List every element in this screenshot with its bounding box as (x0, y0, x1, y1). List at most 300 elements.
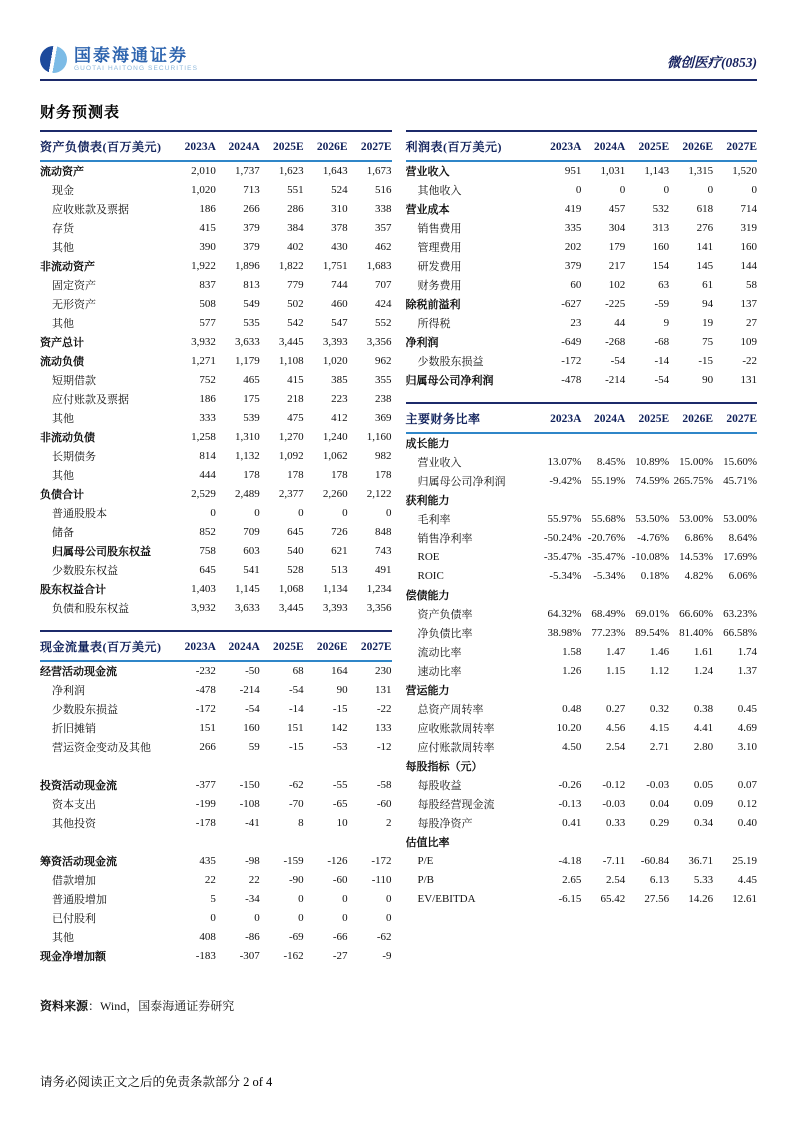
cell-value: 60 (570, 278, 582, 291)
cell-value: 160 (740, 240, 757, 253)
year-header: 2025E (273, 640, 304, 653)
row-label: 借款增加 (52, 874, 96, 887)
table-row (406, 161, 758, 180)
year-header: 2026E (316, 640, 348, 653)
row-label: 速动比率 (417, 665, 462, 678)
cell-value (538, 490, 582, 509)
cell-value: 19 (702, 316, 714, 329)
year-header: 2023A (550, 140, 582, 153)
table-row (40, 446, 392, 465)
cell-value: 424 (375, 297, 392, 310)
cell-value: -62 (376, 930, 392, 943)
table-row (406, 832, 758, 851)
cell-value (669, 585, 713, 604)
row-label: 营运资金变动及其他 (52, 741, 151, 754)
cell-value: -15 (698, 354, 714, 367)
cell-value: 3,633 (235, 335, 260, 348)
cell-value: 4.50 (562, 740, 582, 753)
cell-value: 714 (740, 202, 757, 215)
cell-value: 151 (287, 721, 304, 734)
row-label: 非流动资产 (40, 260, 95, 273)
cell-value: 0 (298, 506, 304, 519)
brand-name-en: GUOTAI HAITONG SECURITIES (74, 65, 199, 73)
cell-value: 0.38 (693, 702, 714, 715)
income-statement-table (406, 130, 758, 389)
cell-value: 319 (740, 221, 757, 234)
cell-value: 369 (375, 411, 392, 424)
row-label: 营业收入 (405, 166, 450, 178)
spacer-row (40, 756, 392, 775)
cell-value: 2.71 (649, 740, 670, 753)
cell-value: 202 (564, 240, 582, 253)
cell-value: 1.24 (693, 664, 714, 677)
cell-value: 1.74 (737, 645, 757, 658)
year-header: 2027E (360, 140, 392, 153)
cell-value (669, 433, 713, 452)
cell-value: -35.47% (543, 550, 582, 563)
row-label: 短期借款 (52, 374, 96, 387)
cell-value: 164 (331, 665, 348, 677)
cell-value: -172 (371, 854, 392, 867)
cell-value: 5.33 (693, 873, 714, 886)
cell-value: 27.56 (644, 892, 670, 905)
cell-value (581, 433, 625, 452)
row-label: 非流动负债 (40, 431, 95, 444)
balance-sheet-table (40, 130, 392, 617)
cell-value: -159 (283, 854, 304, 867)
cell-value: 2,489 (235, 487, 260, 500)
table-row (40, 275, 392, 294)
row-label: 营业收入 (417, 456, 462, 469)
table-row (406, 433, 758, 452)
table-row (406, 547, 758, 566)
year-header: 2024A (593, 140, 626, 153)
cell-value: 8.45% (596, 455, 626, 468)
cell-value: 813 (243, 278, 260, 291)
table-row (406, 237, 758, 256)
cell-value: 0.48 (562, 702, 582, 715)
cell-value: 0 (342, 911, 348, 924)
cell-value: 53.00% (679, 512, 714, 525)
cell-value: -34 (245, 892, 260, 905)
cell-value: -172 (561, 354, 582, 367)
cell-value: 379 (243, 240, 260, 253)
cell-value: 4.41 (693, 721, 714, 734)
cell-value: 68 (292, 665, 304, 677)
cell-value: 379 (564, 259, 582, 272)
cell-value: 75 (702, 335, 714, 348)
cell-value: 385 (331, 373, 348, 386)
table-row (40, 408, 392, 427)
table-row (40, 775, 392, 794)
table-row (406, 870, 758, 889)
cell-value: 160 (243, 721, 260, 734)
table-row (40, 313, 392, 332)
cell-value: -178 (195, 816, 216, 829)
table-row (406, 218, 758, 237)
year-header: 2023A (184, 640, 216, 653)
row-label: 固定资产 (52, 279, 96, 292)
cell-value: -54 (654, 373, 670, 386)
row-label: 现金 (52, 184, 74, 197)
table-row (406, 642, 758, 661)
cell-value: 0 (575, 183, 582, 196)
cell-value: -35.47% (587, 550, 626, 563)
row-label: 归属母公司股东权益 (52, 545, 151, 558)
table-row (40, 427, 392, 446)
table-row (40, 294, 392, 313)
cell-value: 524 (331, 183, 348, 196)
cell-value: 1.15 (606, 664, 626, 677)
cell-value: -0.13 (558, 797, 582, 810)
brand-name-cn: 国泰海通证券 (74, 45, 188, 65)
cell-value: 402 (287, 240, 304, 253)
cell-value: 14.53% (679, 550, 714, 563)
table-title: 现金流量表(百万美元) (40, 640, 162, 654)
cell-value: -86 (245, 930, 260, 943)
cell-value: 0 (210, 506, 216, 519)
cell-value: 175 (243, 392, 260, 405)
cell-value: 384 (287, 221, 304, 234)
brand-logo-icon (40, 46, 67, 73)
cell-value: 2,122 (366, 487, 392, 500)
cell-value: -60.84 (640, 854, 670, 867)
table-row (406, 889, 758, 908)
cell-value: 0 (298, 892, 304, 905)
table-row (40, 908, 392, 927)
cell-value: -10.08% (631, 550, 670, 563)
table-row (406, 661, 758, 680)
row-label: 净利润 (405, 336, 439, 349)
row-label: 负债合计 (40, 488, 84, 501)
cell-value: 709 (243, 525, 260, 538)
cell-value: -98 (245, 854, 260, 867)
cell-value: 1,134 (322, 582, 348, 595)
row-label: 资本支出 (52, 798, 96, 811)
cell-value: 0.33 (606, 816, 626, 829)
cell-value: 2 (386, 816, 392, 829)
cell-value: 1.61 (693, 645, 714, 658)
header-rule (40, 79, 757, 81)
row-label: 现金净增加额 (40, 950, 106, 963)
cell-value: 408 (199, 930, 216, 943)
row-label: 长期债务 (52, 450, 96, 463)
table-row (406, 370, 758, 389)
cell-value: 1,822 (278, 259, 304, 272)
table-header-row (40, 131, 392, 161)
cell-value: -307 (239, 949, 260, 962)
cell-value: 178 (243, 468, 260, 481)
cell-value: 17.69% (723, 550, 757, 563)
row-label: 成长能力 (405, 438, 450, 450)
cell-value: 532 (652, 202, 670, 215)
table-title: 利润表(百万美元) (405, 140, 502, 154)
cell-value: 962 (375, 354, 392, 367)
table-row (406, 452, 758, 471)
year-header: 2023A (550, 412, 582, 425)
row-label: 折旧摊销 (52, 722, 96, 735)
cell-value: 516 (375, 183, 392, 196)
cell-value: 1.46 (649, 645, 670, 658)
cell-value: 3,633 (235, 601, 260, 614)
row-label: 存货 (52, 222, 74, 235)
row-label: 少数股东损益 (417, 355, 484, 368)
cell-value: 1,160 (366, 430, 392, 443)
row-label: 营运能力 (405, 684, 450, 697)
table-row (40, 484, 392, 503)
cell-value: 13.07% (547, 455, 582, 468)
table-row (406, 851, 758, 870)
cell-value: -225 (605, 297, 626, 310)
cell-value (538, 585, 582, 604)
cell-value (713, 490, 757, 509)
table-row (406, 180, 758, 199)
cell-value: -68 (654, 335, 670, 348)
cell-value: 77.23% (591, 626, 626, 639)
row-label: 销售净利率 (417, 532, 473, 545)
cell-value: 2.54 (606, 873, 626, 886)
cell-value: 0.34 (693, 816, 714, 829)
cell-value: 58 (746, 278, 757, 291)
cell-value (669, 490, 713, 509)
financial-ratios-table (406, 402, 758, 908)
source-note (40, 997, 392, 1014)
cell-value: 535 (243, 316, 260, 329)
cell-value: 2,010 (191, 165, 216, 177)
table-row (406, 332, 758, 351)
cell-value: 1,270 (278, 430, 304, 443)
table-row (40, 332, 392, 351)
cell-value: -60 (376, 797, 392, 810)
cell-value: 266 (243, 202, 260, 215)
cell-value: -69 (289, 930, 304, 943)
cell-value: 94 (702, 297, 714, 310)
row-label: 应收账款周转率 (417, 722, 495, 735)
cell-value: 1.58 (562, 645, 582, 658)
cell-value: 1,922 (191, 259, 216, 272)
row-label: 流动资产 (40, 166, 84, 178)
cell-value: 238 (375, 392, 392, 405)
row-label: 归属母公司净利润 (405, 374, 494, 387)
year-header: 2027E (726, 412, 757, 425)
cell-value: 68.49% (591, 607, 626, 620)
cell-value: 141 (696, 240, 714, 253)
cell-value: 151 (199, 721, 216, 734)
cell-value (713, 680, 757, 699)
cell-value: 2,260 (322, 487, 348, 500)
row-label: 偿债能力 (405, 589, 450, 602)
row-label: 无形资产 (52, 298, 96, 311)
cell-value: 338 (375, 202, 392, 215)
cell-value: 4.69 (737, 721, 757, 734)
cell-value (625, 756, 669, 775)
cell-value: 3.10 (737, 740, 757, 753)
spacer-cell (40, 832, 392, 851)
cell-value: -649 (561, 335, 582, 348)
cell-value: 552 (375, 316, 392, 329)
cell-value: 5 (210, 892, 216, 905)
cell-value (625, 490, 669, 509)
cell-value: 131 (375, 683, 392, 696)
cell-value: 0.32 (649, 702, 670, 715)
cell-value: 618 (696, 202, 714, 215)
cell-value: 1,143 (644, 165, 670, 177)
year-header: 2024A (593, 412, 626, 425)
row-label: P/B (417, 873, 435, 886)
table-row (40, 161, 392, 180)
row-label: 普通股增加 (52, 893, 107, 906)
cell-value: 44 (614, 316, 626, 329)
table-row (40, 927, 392, 946)
cell-value: 63.23% (723, 607, 757, 620)
cell-value: 12.61 (732, 892, 757, 905)
cell-value: 2,529 (191, 487, 216, 500)
cell-value: 1,062 (322, 449, 348, 462)
cell-value: 645 (199, 563, 216, 576)
cell-value: 645 (287, 525, 304, 538)
cell-value: 1,896 (235, 259, 260, 272)
table-row (406, 528, 758, 547)
cell-value: -172 (195, 702, 216, 715)
cell-value: 547 (331, 316, 348, 329)
cell-value: 15.00% (679, 455, 714, 468)
table-row (406, 199, 758, 218)
cell-value: 577 (199, 316, 216, 329)
cell-value: 1,310 (235, 430, 260, 443)
cell-value: 542 (287, 316, 304, 329)
cell-value: 265.75% (673, 474, 714, 487)
cell-value: 38.98% (547, 626, 582, 639)
cell-value: 186 (199, 392, 216, 405)
table-header-row (40, 631, 392, 661)
cell-value: 3,445 (278, 601, 304, 614)
row-label: 资产总计 (40, 336, 84, 349)
cell-value: -65 (332, 797, 348, 810)
cell-value: 0 (663, 183, 670, 196)
cell-value: -41 (245, 816, 260, 829)
cell-value: -60 (332, 873, 348, 886)
cell-value: 707 (375, 278, 392, 291)
cell-value: 89.54% (635, 626, 670, 639)
cell-value: -9.42% (549, 474, 582, 487)
spacer-row (40, 832, 392, 851)
cell-value: 4.15 (649, 721, 670, 734)
year-header: 2026E (316, 140, 348, 153)
table-header-row (406, 131, 758, 161)
cell-value: 109 (740, 335, 757, 348)
table-row (406, 756, 758, 775)
cell-value: 1,240 (322, 430, 348, 443)
stock-label: 微创医疗(0853) (667, 55, 757, 70)
cell-value: 0 (254, 506, 260, 519)
cell-value (713, 433, 757, 452)
cell-value: -0.03 (646, 778, 670, 791)
row-label: 少数股东损益 (52, 703, 118, 716)
row-label: 已付股利 (52, 912, 96, 925)
table-row (40, 199, 392, 218)
cell-value: 102 (608, 278, 626, 291)
cell-value: 25.19 (732, 854, 757, 867)
cell-value: 549 (243, 297, 260, 310)
table-row (40, 661, 392, 680)
cell-value: 1,258 (191, 430, 216, 443)
row-label: 净利润 (52, 684, 85, 697)
row-label: 所得税 (417, 317, 451, 330)
cell-value: 4.82% (684, 569, 714, 582)
cell-value: 0.09 (693, 797, 714, 810)
cell-value: 266 (199, 740, 216, 753)
cell-value: -53 (332, 740, 348, 753)
cell-value: 55.19% (591, 474, 626, 487)
cell-value: 1,068 (278, 582, 304, 595)
table-row (406, 313, 758, 332)
table-row (406, 585, 758, 604)
cell-value: 8.64% (728, 531, 757, 544)
table-row (406, 680, 758, 699)
cell-value: 603 (243, 544, 260, 557)
row-label: 流动比率 (417, 646, 462, 659)
cell-value: -126 (327, 854, 348, 867)
cell-value: 1,179 (235, 354, 260, 367)
row-label: 应付账款及票据 (52, 393, 129, 406)
cell-value (713, 832, 757, 851)
row-label: 应收账款及票据 (52, 203, 129, 216)
cell-value: -55 (332, 778, 348, 791)
row-label: 管理费用 (417, 241, 462, 254)
cell-value: -90 (289, 873, 304, 886)
cell-value: 1,234 (366, 582, 392, 595)
cell-value: 3,356 (366, 601, 392, 614)
row-label: 每股收益 (417, 779, 462, 792)
cell-value: 133 (375, 721, 392, 734)
cell-value: 0 (210, 911, 216, 924)
year-header: 2026E (682, 140, 714, 153)
cell-value: 23 (570, 316, 582, 329)
cell-value (669, 832, 713, 851)
cell-value: 814 (199, 449, 216, 462)
cell-value: 621 (331, 544, 348, 557)
cell-value: 223 (331, 392, 348, 405)
table-header-row (406, 403, 758, 433)
table-row (40, 598, 392, 617)
cell-value (538, 832, 582, 851)
row-label: 经营活动现金流 (40, 666, 117, 678)
cell-value: 55.68% (591, 512, 626, 525)
table-row (40, 946, 392, 965)
table-columns (40, 130, 757, 1014)
cell-value: 1,315 (688, 165, 714, 177)
cell-value: 0 (386, 892, 392, 905)
cell-value: 144 (740, 259, 757, 272)
cell-value: -6.15 (558, 892, 582, 905)
cell-value: -7.11 (602, 854, 626, 867)
source-text: ：Wind，国泰海通证券研究 (88, 999, 235, 1013)
page-header (40, 46, 757, 73)
cell-value: 22 (248, 873, 260, 886)
cell-value: 22 (204, 873, 216, 886)
year-header: 2024A (228, 140, 260, 153)
cell-value: 81.40% (679, 626, 714, 639)
cell-value: 59 (248, 740, 260, 753)
cell-value (669, 680, 713, 699)
cell-value: 390 (199, 240, 216, 253)
cell-value: 335 (564, 221, 582, 234)
row-label: 少数股东权益 (52, 564, 118, 577)
row-label: 每股经营现金流 (417, 798, 495, 811)
cell-value: -9 (382, 949, 392, 962)
table-row (406, 509, 758, 528)
table-row (406, 490, 758, 509)
